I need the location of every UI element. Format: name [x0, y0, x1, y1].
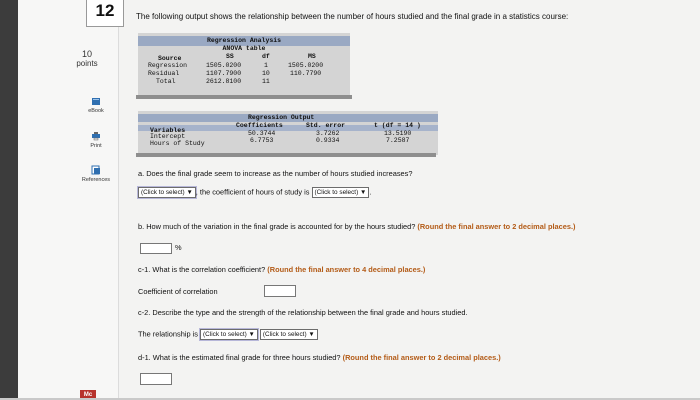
anova-subtitle: ANOVA table: [222, 45, 266, 52]
question-c1-input[interactable]: [264, 285, 296, 297]
print-button[interactable]: [80, 131, 112, 149]
question-c2-select-1[interactable]: [200, 329, 258, 340]
ebook-icon: [91, 97, 101, 106]
points-info: [72, 50, 102, 68]
points-label: points: [76, 59, 98, 68]
print-label: Print: [90, 143, 102, 149]
anova-header-ss: SS: [226, 53, 234, 60]
chevron-down-icon: ▼: [360, 189, 367, 196]
question-a-select-2[interactable]: [312, 187, 370, 198]
question-number: 12: [86, 0, 124, 27]
question-c1-hint: (Round the final answer to 4 decimal places.): [267, 265, 426, 274]
reg-row-coef: 50.3744: [248, 130, 276, 137]
anova-row-ss: 1107.7900: [206, 70, 242, 77]
question-content: [136, 0, 696, 400]
question-d1-text: [138, 353, 501, 362]
window-edge: [0, 0, 18, 400]
reg-row-se: 3.7262: [316, 130, 340, 137]
regression-title: Regression Output: [248, 114, 315, 121]
divider: [136, 95, 352, 99]
regression-table: [138, 111, 438, 155]
question-d1-hint: (Round the final answer to 2 decimal places.): [342, 353, 501, 362]
question-b-unit: %: [175, 243, 182, 252]
anova-header-source: Source: [158, 55, 182, 62]
sidebar: [18, 0, 119, 400]
question-c2-select-2[interactable]: [260, 329, 318, 340]
reg-header-stderr: Std. error: [306, 122, 346, 129]
question-b-hint: (Round the final answer to 2 decimal places.): [417, 222, 576, 231]
references-icon: [91, 165, 101, 175]
question-a-answer-row: [138, 187, 371, 198]
reg-header-variables: Variables: [150, 127, 186, 134]
anova-row-source: Regression: [148, 62, 188, 69]
chevron-down-icon: ▼: [248, 331, 255, 338]
chevron-down-icon: ▼: [186, 189, 193, 196]
question-a-mid-text: , the coefficient of hours of study is: [195, 187, 310, 197]
reg-header-t: t (df = 14 ): [374, 122, 421, 129]
question-c2-prefix: The relationship is: [138, 329, 198, 339]
points-value: 10: [81, 49, 92, 59]
anova-header-df: df: [262, 53, 270, 60]
reg-row-coef: 6.7753: [250, 137, 274, 144]
anova-row-source: Total: [156, 78, 176, 85]
reg-row-t: 13.5190: [384, 130, 412, 137]
question-a-end: .: [369, 187, 372, 197]
question-b-prompt: b. How much of the variation in the final grade is accounted for by the hours studied?: [138, 222, 416, 231]
question-a-select-1[interactable]: [138, 187, 196, 198]
question-c1-label: Coefficient of correlation: [138, 287, 218, 296]
divider: [136, 153, 436, 157]
ebook-label: eBook: [88, 108, 104, 114]
reg-row-variable: Hours of Study: [150, 140, 205, 147]
question-c2-text: c-2. Describe the type and the strength of the relationship between the final grade and hours studied.: [138, 308, 468, 317]
question-d1-input[interactable]: [140, 373, 172, 385]
reg-row-se: 0.9334: [316, 137, 340, 144]
intro-text: The following output shows the relationship between the number of hours studied and the final grade in a statistics course:: [136, 12, 569, 21]
select-label: (Click to select): [262, 331, 307, 338]
anova-table: [138, 33, 350, 95]
select-label: (Click to select): [141, 189, 185, 196]
anova-row-df: 11: [262, 78, 270, 85]
reg-row-t: 7.2587: [386, 137, 410, 144]
question-a-text: a. Does the final grade seem to increase as the number of hours studied increases?: [138, 169, 413, 178]
anova-row-ms: 110.7790: [290, 70, 322, 77]
select-label: (Click to select): [203, 331, 247, 338]
anova-row-ss: 1505.0200: [206, 62, 242, 69]
ebook-button[interactable]: [80, 97, 112, 114]
references-button[interactable]: [80, 165, 112, 183]
anova-row-source: Residual: [148, 70, 180, 77]
question-c1-prompt: c-1. What is the correlation coefficient?: [138, 265, 266, 274]
question-c2-answer-row: [138, 329, 318, 340]
select-label: (Click to select): [314, 189, 359, 196]
anova-row-df: 10: [262, 70, 270, 77]
question-b-text: [138, 222, 576, 231]
reg-row-variable: Intercept: [150, 133, 186, 140]
references-label: References: [81, 177, 111, 183]
chevron-down-icon: ▼: [308, 331, 315, 338]
anova-title: Regression Analysis: [206, 37, 282, 44]
anova-row-ss: 2612.8100: [206, 78, 242, 85]
anova-row-ms: 1505.0200: [288, 62, 324, 69]
brand-badge: Mc: [80, 390, 96, 400]
print-icon: [91, 131, 101, 141]
anova-header-ms: MS: [308, 53, 316, 60]
reg-header-coefficients: Coefficients: [236, 122, 283, 129]
question-d1-prompt: d-1. What is the estimated final grade for three hours studied?: [138, 353, 341, 362]
question-b-input[interactable]: [140, 243, 172, 254]
anova-row-df: 1: [264, 62, 268, 69]
question-c1-text: [138, 265, 425, 274]
